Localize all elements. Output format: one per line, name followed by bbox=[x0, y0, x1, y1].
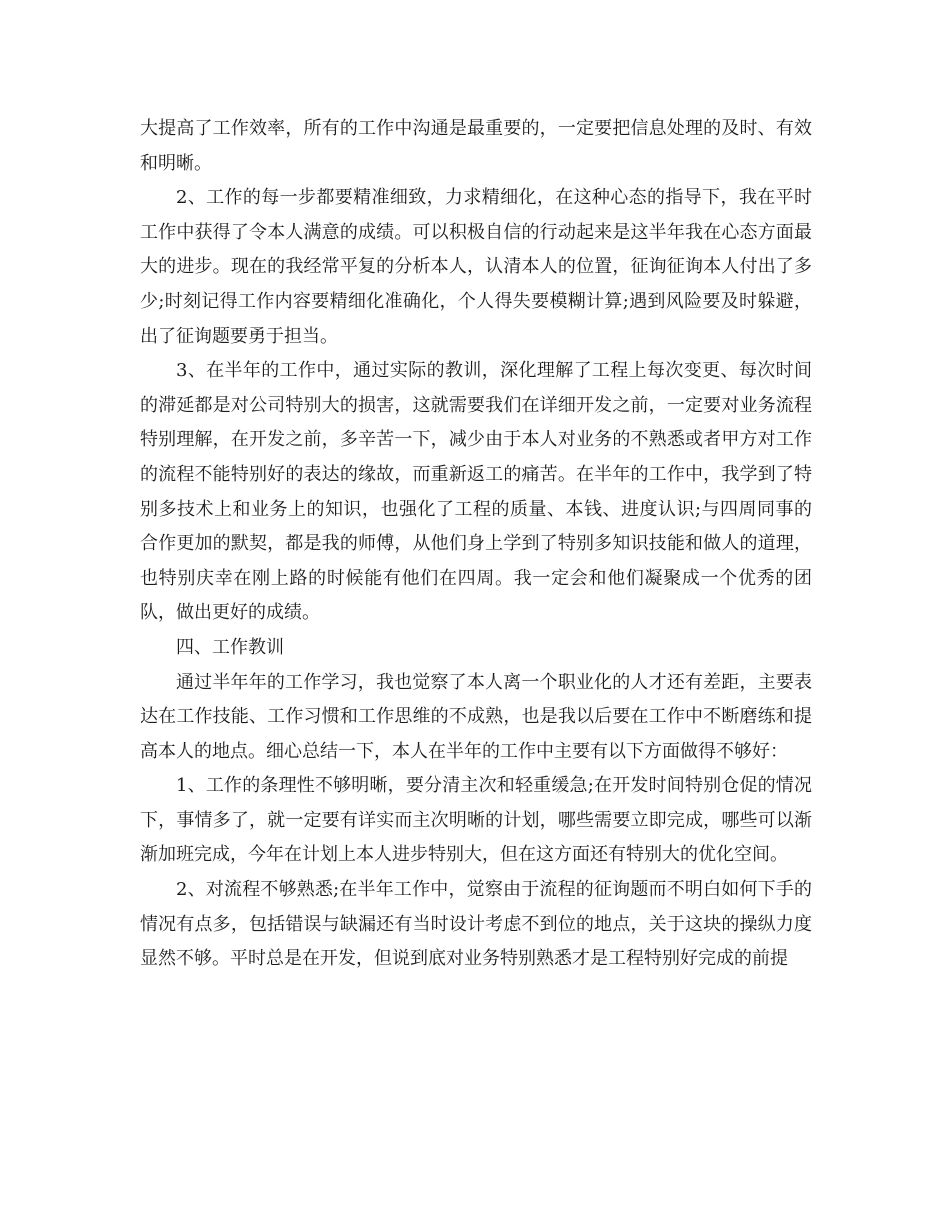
paragraph-item-2-precision: 2、工作的每一步都要精准细致，力求精细化，在这种心态的指导下，我在平时工作中获得了令本人满意的成绩。可以积极自信的行动起来是这半年我在心态方面最大的进步。现在的我经常平复的分析本人，认清本人的位置，征询征询本人付出了多少;时刻记得工作内容要精细化准确化，个人得失要模糊计算;遇到风险要及时躲避，出了征询题要勇于担当。 bbox=[140, 187, 813, 347]
paragraph-lesson-1-organization: 1、工作的条理性不够明晰，要分清主次和轻重缓急;在开发时间特别仓促的情况下，事情多了，就一定要有详实而主次明晰的计划，哪些需要立即完成，哪些可以渐渐加班完成，今年在计划上本人进步特别大，但在这方面还有特别大的优化空间。 bbox=[140, 775, 812, 866]
paragraph-intro-continuation: 大提高了工作效率，所有的工作中沟通是最重要的，一定要把信息处理的及时、有效和明晰。 bbox=[140, 118, 812, 174]
paragraph-lessons-intro: 通过半年年的工作学习，我也觉察了本人离一个职业化的人才还有差距，主要表达在工作技能、工作习惯和工作思维的不成熟，也是我以后要在工作中不断磨练和提高本人的地点。细心总结一下，本人在半年的工作中主要有以下方面做得不够好： bbox=[140, 671, 812, 762]
document-body bbox=[140, 112, 812, 977]
section-heading-work-lessons: 四、工作教训 bbox=[176, 636, 284, 658]
paragraph-item-3-lessons: 3、在半年的工作中，通过实际的教训，深化理解了工程上每次变更、每次时间的滞延都是对公司特别大的损害，这就需要我们在详细开发之前，一定要对业务流程特别理解，在开发之前，多辛苦一下，减少由于本人对业务的不熟悉或者甲方对工作的流程不能特别好的表达的缘故，而重新返工的痛苦。在半年的工作中，我学到了特别多技术上和业务上的知识，也强化了工程的质量、本钱、进度认识;与四周同事的合作更加的默契，都是我的师傅，从他们身上学到了特别多知识技能和做人的道理，也特别庆幸在刚上路的时候能有他们在四周。我一定会和他们凝聚成一个优秀的团队，做出更好的成绩。 bbox=[140, 360, 812, 624]
paragraph-lesson-2-process: 2、对流程不够熟悉;在半年工作中，觉察由于流程的征询题而不明白如何下手的情况有点多，包括错误与缺漏还有当时设计考虑不到位的地点，关于这块的操纵力度显然不够。平时总是在开发，但说到底对业务特别熟悉才是工程特别好完成的前提 bbox=[140, 879, 812, 970]
